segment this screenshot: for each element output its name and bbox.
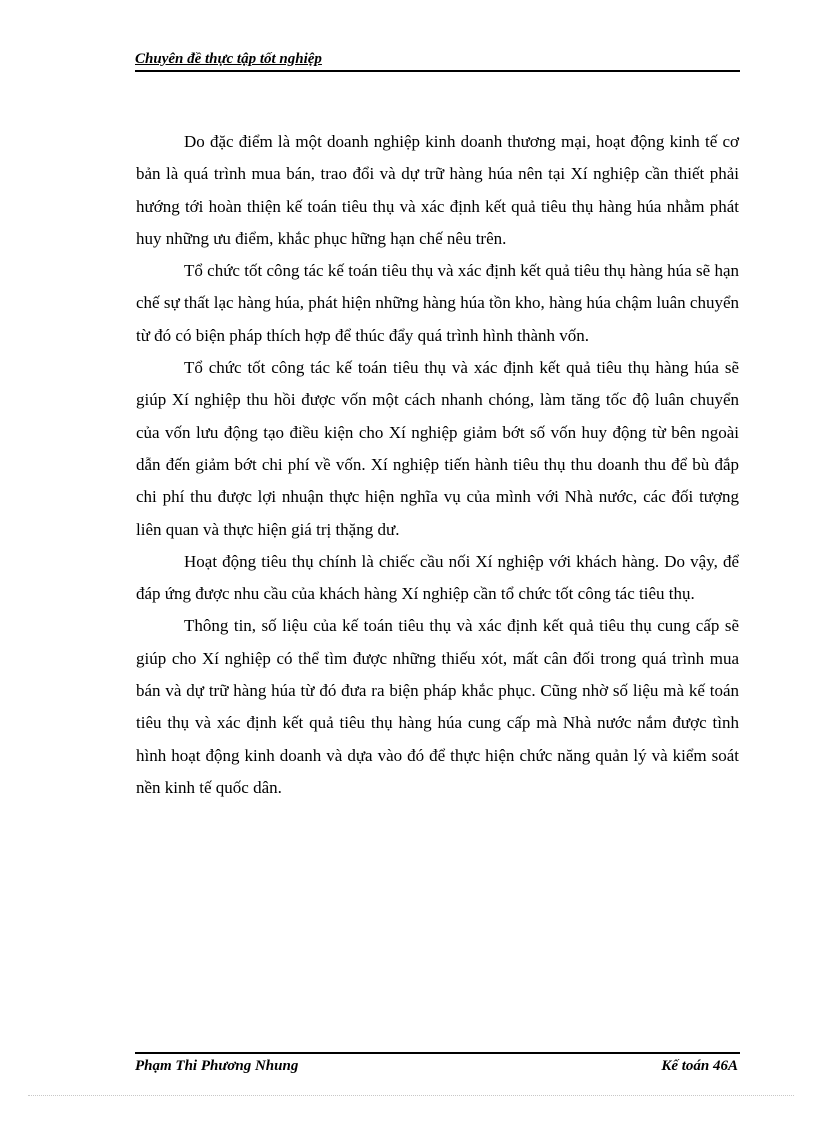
page-edge-divider (28, 1095, 794, 1096)
document-body (136, 126, 739, 804)
footer-author: Phạm Thi Phương Nhung (135, 1058, 299, 1074)
page-footer (135, 1052, 740, 1078)
paragraph-1: Do đặc điểm là một doanh nghiệp kinh doanh thương mại, hoạt động kinh tế cơ bản là quá trình mua bán, trao đổi và dự trữ hàng húa nên tại Xí nghiệp cần thiết phải hướng tới hoàn thiện kế toán tiêu thụ và xác định kết quả tiêu thụ hàng húa nhằm phát huy những ưu điểm, khắc phục hững hạn chế nêu trên. (136, 132, 739, 248)
paragraph-5: Thông tin, số liệu của kế toán tiêu thụ và xác định kết quả tiêu thụ cung cấp sẽ giúp cho Xí nghiệp có thể tìm được những thiếu xót, mất cân đối trong quá trình mua bán và dự trữ hàng húa từ đó đưa ra biện pháp khắc phục. Cũng nhờ số liệu mà kế toán tiêu thụ và xác định kết quả tiêu thụ hàng húa cung cấp mà Nhà nước nắm được tình hình hoạt động kinh doanh và dựa vào đó để thực hiện chức năng quản lý và kiểm soát nền kinh tế quốc dân. (136, 616, 739, 797)
header-title: Chuyên đề thực tập tốt nghiệp (135, 51, 322, 67)
footer-class: Kế toán 46A (661, 1058, 738, 1074)
page-header (135, 50, 740, 72)
paragraph-2: Tổ chức tốt công tác kế toán tiêu thụ và xác định kết quả tiêu thụ hàng húa sẽ hạn chế sự thất lạc hàng húa, phát hiện những hàng húa tồn kho, hàng húa chậm luân chuyển từ đó có biện pháp thích hợp để thúc đẩy quá trình hình thành vốn. (136, 261, 739, 345)
paragraph-4: Hoạt động tiêu thụ chính là chiếc cầu nối Xí nghiệp với khách hàng. Do vậy, để đáp ứng được nhu cầu của khách hàng Xí nghiệp cần tổ chức tốt công tác tiêu thụ. (136, 551, 739, 604)
paragraph-3: Tổ chức tốt công tác kế toán tiêu thụ và xác định kết quả tiêu thụ hàng húa sẽ giúp Xí nghiệp thu hồi được vốn một cách nhanh chóng, làm tăng tốc độ luân chuyển của vốn lưu động tạo điều kiện cho Xí nghiệp giảm bớt số vốn huy động từ bên ngoài dẫn đến giảm bớt chi phí về vốn. Xí nghiệp tiến hành tiêu thụ thu doanh thu để bù đắp chi phí thu được lợi nhuận thực hiện nghĩa vụ của mình với Nhà nước, các đối tượng liên quan và thực hiện giá trị thặng dư. (136, 358, 739, 539)
